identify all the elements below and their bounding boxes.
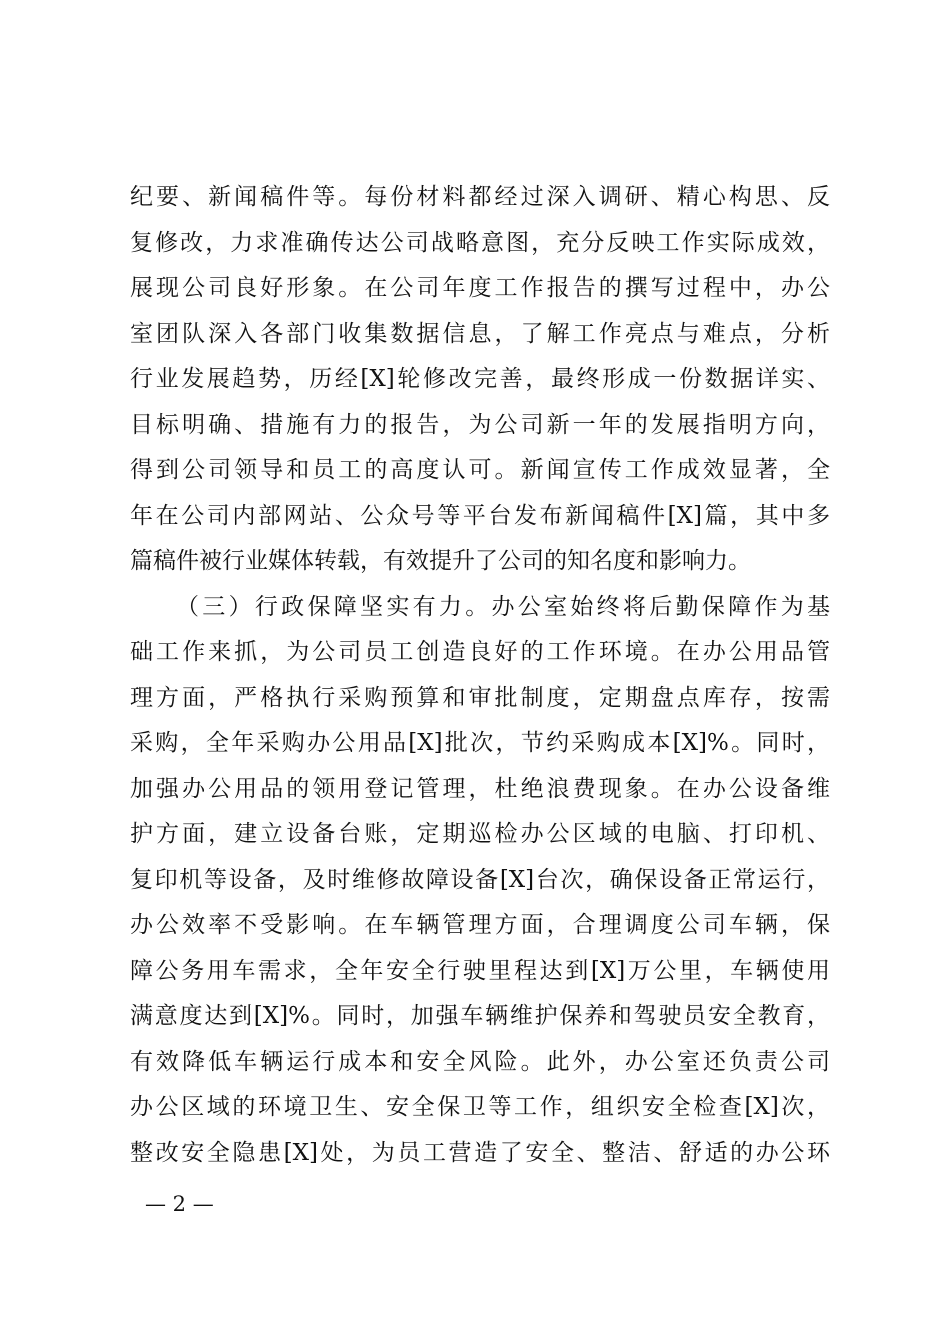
body-line: 目标明确、措施有力的报告，为公司新一年的发展指明方向， <box>130 411 830 438</box>
body-line: 得到公司领导和员工的高度认可。新闻宣传工作成效显著，全 <box>130 457 830 483</box>
body-line: 采购，全年采购办公用品[X]批次，节约采购成本[X]%。同时， <box>130 730 830 756</box>
section-heading-line: （三）行政保障坚实有力。办公室始终将后勤保障作为基 <box>176 593 830 620</box>
body-line: 有效降低车辆运行成本和安全风险。此外，办公室还负责公司 <box>130 1048 830 1075</box>
body-line: 障公务用车需求，全年安全行驶里程达到[X]万公里，车辆使用 <box>130 957 830 984</box>
body-line: 办公区域的环境卫生、安全保卫等工作，组织安全检查[X]次， <box>130 1094 830 1120</box>
body-line: 础工作来抓，为公司员工创造良好的工作环境。在办公用品管 <box>130 639 830 665</box>
body-line: 复印机等设备，及时维修故障设备[X]台次，确保设备正常运行， <box>130 866 830 893</box>
body-line: 加强办公用品的领用登记管理，杜绝浪费现象。在办公设备维 <box>130 775 830 802</box>
body-text <box>130 175 830 1176</box>
body-line: 理方面，严格执行采购预算和审批制度，定期盘点库存，按需 <box>130 684 830 711</box>
body-line: 复修改，力求准确传达公司战略意图，充分反映工作实际成效， <box>130 229 830 256</box>
body-line: 展现公司良好形象。在公司年度工作报告的撰写过程中，办公 <box>130 275 830 301</box>
body-line: 年在公司内部网站、公众号等平台发布新闻稿件[X]篇，其中多 <box>130 502 830 529</box>
body-line: 室团队深入各部门收集数据信息，了解工作亮点与难点，分析 <box>130 320 830 347</box>
page-number: — 2 — <box>145 1192 214 1216</box>
body-line: 护方面，建立设备台账，定期巡检办公区域的电脑、打印机、 <box>130 821 830 847</box>
body-line: 满意度达到[X]%。同时，加强车辆维护保养和驾驶员安全教育， <box>130 1003 830 1029</box>
body-line: 办公效率不受影响。在车辆管理方面，合理调度公司车辆，保 <box>130 912 830 938</box>
body-line: 行业发展趋势，历经[X]轮修改完善，最终形成一份数据详实、 <box>130 366 830 392</box>
body-line: 纪要、新闻稿件等。每份材料都经过深入调研、精心构思、反 <box>130 184 830 210</box>
body-line: 篇稿件被行业媒体转载，有效提升了公司的知名度和影响力。 <box>130 548 751 574</box>
body-line: 整改安全隐患[X]处，为员工营造了安全、整洁、舒适的办公环 <box>130 1139 830 1166</box>
